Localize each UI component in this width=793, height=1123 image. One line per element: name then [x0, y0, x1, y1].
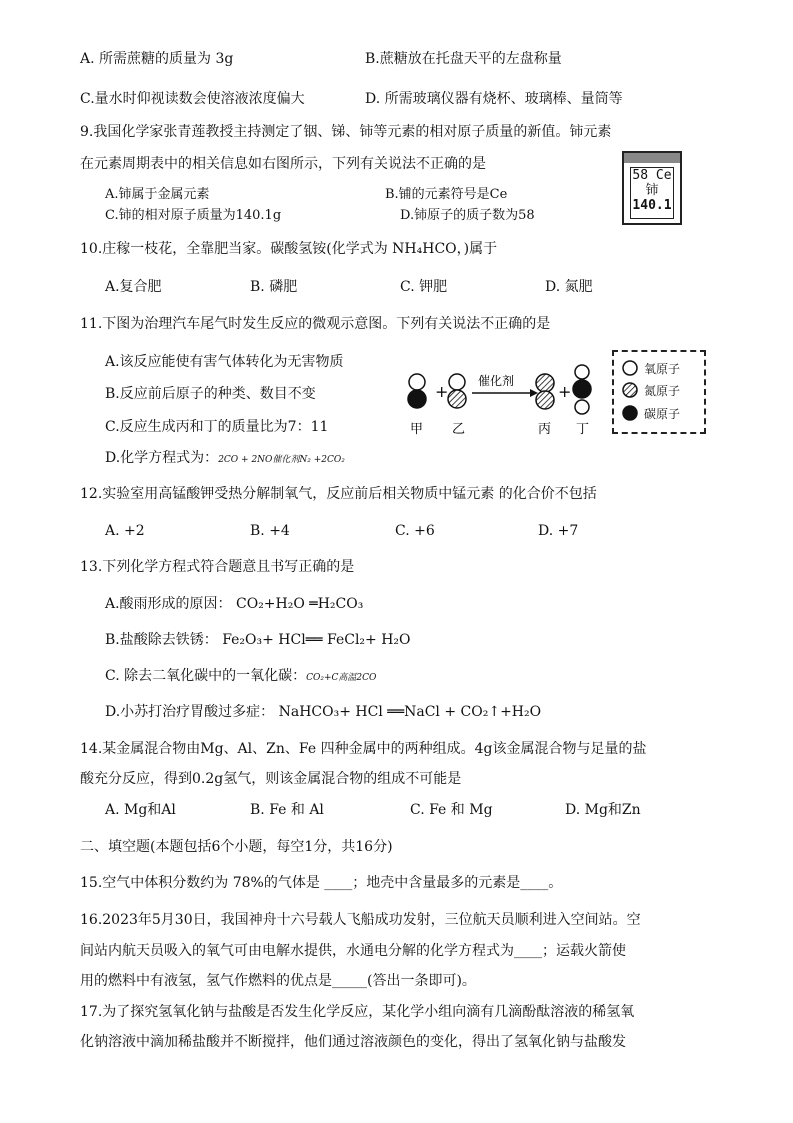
periodic-element-card: [622, 151, 682, 225]
label-bing: 丙: [538, 422, 552, 437]
q9-option-b: B.铺的元素符号是Ce: [385, 187, 508, 202]
atomic-mass: 140.1: [632, 198, 672, 213]
legend-carbon: 碳原子: [644, 407, 681, 421]
atomic-number: 58: [632, 168, 649, 183]
q17-line1: 17.为了探究氢氧化钠与盐酸是否发生化学反应，某化学小组向滴有几滴酚酞溶液的稀氢氧: [80, 1004, 635, 1020]
catalyst-label: 催化剂: [478, 374, 515, 388]
element-info: [630, 167, 674, 219]
card-shading: [624, 153, 680, 163]
legend-oxygen: 氧原子: [644, 362, 681, 376]
q8-option-d: D. 所需玻璃仪器有烧杯、玻璃棒、量筒等: [365, 91, 623, 107]
q11-stem: 11.下图为治理汽车尾气时发生反应的微观示意图。下列有关说法不正确的是: [80, 316, 551, 332]
q9-stem-line2: 在元素周期表中的相关信息如右图所示，下列有关说法不正确的是: [80, 156, 486, 172]
nitrogen-atom-icon: [536, 374, 554, 392]
nitrogen-legend-icon: [623, 383, 637, 397]
oxygen-atom-icon: [409, 374, 425, 390]
q17-line2: 化钠溶液中滴加稀盐酸并不断搅拌，他们通过溶液颜色的变化，得出了氢氧化钠与盐酸发: [80, 1034, 626, 1050]
q8-option-b: B.蔗糖放在托盘天平的左盘称量: [365, 51, 562, 67]
q14-option-b: B. Fe 和 Al: [250, 802, 324, 818]
q15-text: 15.空气中体积分数约为 78%的气体是 ____；地壳中含量最多的元素是____。: [80, 875, 563, 891]
q14-stem-line1: 14.某金属混合物由Mg、Al、Zn、Fe 四种金属中的两种组成。4g该金属混合物与足量的盐: [80, 741, 647, 757]
q10-option-b: B. 磷肥: [250, 279, 298, 295]
q14-option-a: A. Mg和Al: [105, 802, 176, 818]
oxygen-atom-icon: [449, 374, 465, 390]
q16-line3: 用的燃料中有液氢，氢气作燃料的优点是_____(答出一条即可)。: [80, 973, 476, 989]
legend-nitrogen: 氮原子: [644, 384, 681, 398]
q11-option-a: A.该反应能使有害气体转化为无害物质: [105, 354, 344, 370]
q13-option-c-equation: CO₂+C高温2CO: [306, 673, 377, 683]
molecule-yi: [448, 374, 466, 408]
q11-option-d-prefix: D.化学方程式为：: [105, 450, 219, 466]
q9-option-a: A.铈属于金属元素: [105, 187, 210, 202]
carbon-atom-icon: [573, 380, 591, 398]
q13-option-c-prefix: C. 除去二氧化碳中的一氧化碳：: [105, 668, 307, 684]
q12-option-d: D. +7: [538, 523, 579, 539]
q13-option-a: A.酸雨形成的原因： CO₂+H₂O ═H₂CO₃: [105, 596, 364, 612]
q9-stem-line1: 9.我国化学家张青莲教授主持测定了铟、锑、铈等元素的相对原子质量的新值。铈元素: [80, 124, 612, 140]
molecule-ding: [573, 365, 591, 414]
q10-option-c: C. 钾肥: [400, 279, 448, 295]
q12-stem: 12.实验室用高锰酸钾受热分解制氧气，反应前后相关物质中锰元素 的化合价不包括: [80, 486, 597, 502]
q9-option-d: D.铈原子的质子数为58: [400, 208, 535, 223]
q10-option-a: A.复合肥: [105, 279, 162, 295]
q13-option-c: [105, 667, 376, 687]
q8-option-a: A. 所需蔗糖的质量为 3g: [80, 51, 234, 67]
atom-legend: [612, 350, 706, 434]
q8-option-c: C.量水时仰视读数会使溶液浓度偏大: [80, 91, 305, 107]
q16-line2: 间站内航天员吸入的氧气可由电解水提供，水通电分解的化学方程式为____；运载火箭使: [80, 943, 626, 959]
element-symbol: Ce: [655, 168, 672, 183]
q10-stem: 10.庄稼一枝花，全靠肥当家。碳酸氢铵(化学式为 NH₄HCO，)属于: [80, 241, 498, 257]
element-name: 铈: [645, 183, 659, 198]
q13-stem: 13.下列化学方程式符合题意且书写正确的是: [80, 559, 355, 575]
q11-option-d-equation: 2CO + 2NO催化剂N₂ +2CO₂: [218, 455, 345, 465]
label-yi: 乙: [452, 422, 466, 437]
section-heading: 二、填空题(本题包括6个小题，每空1分，共16分): [80, 839, 393, 855]
q12-option-b: B. +4: [250, 523, 290, 539]
q11-option-d: [105, 449, 345, 469]
q14-option-d: D. Mg和Zn: [565, 802, 641, 818]
molecule-bing: [536, 374, 554, 409]
plus-sign-1: +: [435, 382, 449, 401]
q11-option-b: B.反应前后原子的种类、数目不变: [105, 386, 316, 402]
q12-option-c: C. +6: [395, 523, 435, 539]
q13-option-b: B.盐酸除去铁锈： Fe₂O₃+ HCl══ FeCl₂+ H₂O: [105, 632, 411, 648]
oxygen-atom-icon: [575, 400, 589, 414]
q9-option-c: C.铈的相对原子质量为140.1g: [105, 208, 282, 223]
q16-line1: 16.2023年5月30日，我国神舟十六号载人飞船成功发射，三位航天员顺利进入空间站。空: [80, 912, 641, 928]
q14-option-c: C. Fe 和 Mg: [410, 802, 493, 818]
label-jia: 甲: [410, 422, 424, 437]
q12-option-a: A. +2: [105, 523, 145, 539]
carbon-atom-icon: [408, 390, 426, 408]
q14-stem-line2: 酸充分反应，得到0.2g氢气，则该金属混合物的组成不可能是: [80, 771, 462, 787]
oxygen-atom-icon: [575, 365, 589, 379]
oxygen-legend-icon: [623, 361, 637, 375]
label-ding: 丁: [576, 422, 590, 437]
q11-option-c: C.反应生成丙和丁的质量比为7：11: [105, 419, 329, 435]
nitrogen-atom-icon: [448, 390, 466, 408]
q13-option-d: D.小苏打治疗胃酸过多症： NaHCO₃+ HCl ══NaCl + CO₂↑+H₂O: [105, 704, 542, 720]
carbon-legend-icon: [623, 406, 637, 420]
plus-sign-2: +: [558, 382, 572, 401]
q10-option-d: D. 氮肥: [545, 279, 593, 295]
molecule-jia: [408, 374, 426, 408]
legend-swatches: [622, 359, 638, 425]
nitrogen-atom-icon: [536, 391, 554, 409]
